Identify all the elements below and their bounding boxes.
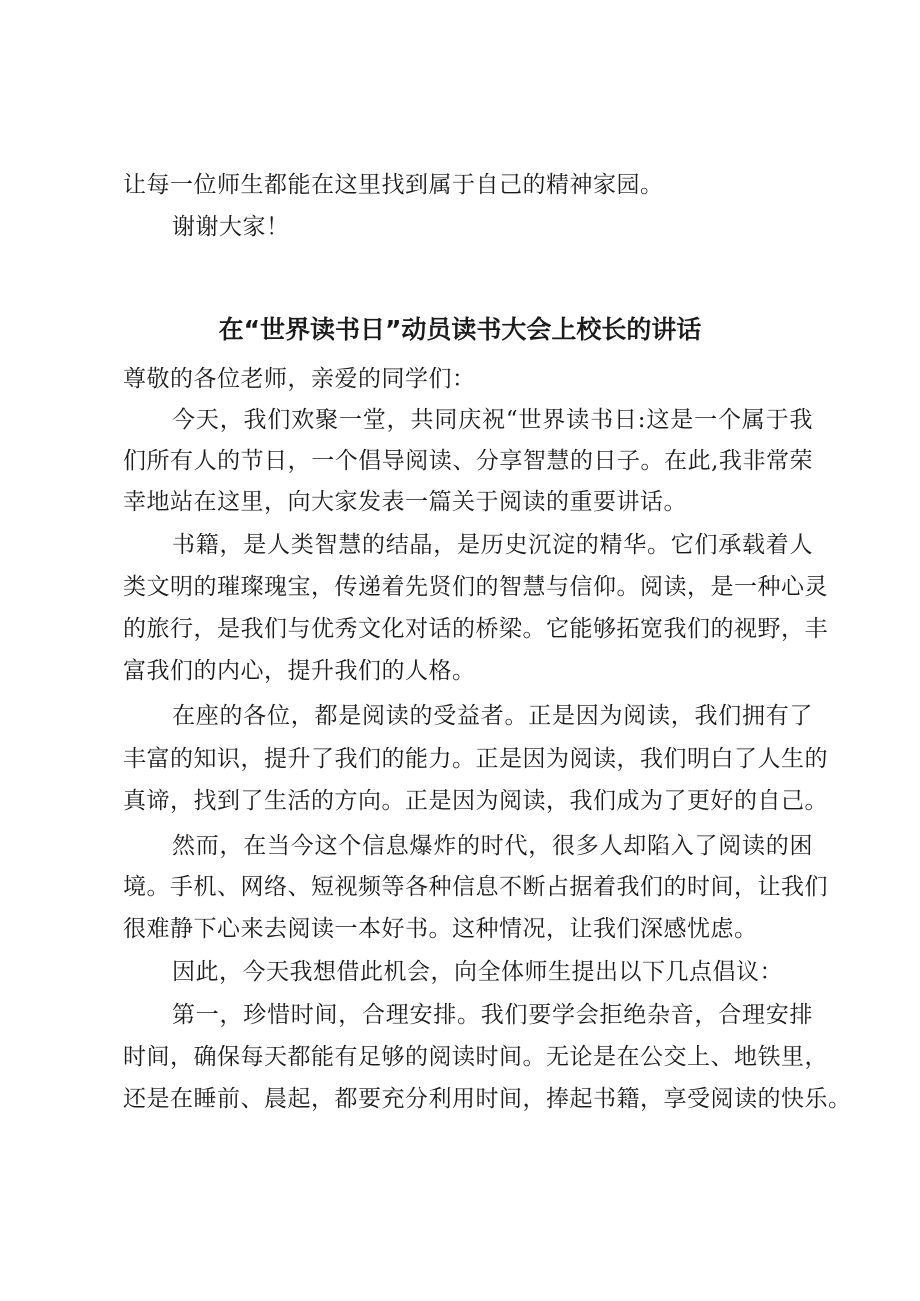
paragraph-line: 时间，确保每天都能有足够的阅读时间。无论是在公交上、地铁里， — [123, 1044, 828, 1070]
paragraph-line: 丰富的知识，提升了我们的能力。正是因为阅读，我们明白了人生的 — [123, 746, 828, 772]
paragraph-line: 的旅行，是我们与优秀文化对话的桥梁。它能够拓宽我们的视野，丰 — [123, 616, 828, 642]
paragraph-line: 因此，今天我想借此机会，向全体师生提出以下几点倡议： — [172, 959, 783, 985]
speech-greeting: 尊敬的各位老师，亲爱的同学们： — [123, 366, 476, 392]
paragraph-line: 境。手机、网络、短视频等各种信息不断占据着我们的时间，让我们 — [123, 874, 828, 900]
paragraph-line: 幸地站在这里，向大家发表一篇关于阅读的重要讲话。 — [123, 489, 687, 515]
paragraph-line: 富我们的内心，提升我们的人格。 — [123, 658, 476, 684]
paragraph-line: 类文明的璀璨瑰宝，传递着先贤们的智慧与信仰。阅读，是一种心灵 — [123, 574, 828, 600]
paragraph-line: 今天，我们欢聚一堂，共同庆祝“世界读书日:这是一个属于我 — [172, 407, 813, 433]
paragraph-line: 很难静下心来去阅读一本好书。这种情况，让我们深感忧虑。 — [123, 916, 758, 942]
paragraph-line: 们所有人的节日，一个倡导阅读、分享智慧的日子。在此,我非常荣 — [123, 448, 813, 474]
paragraph-line: 在座的各位，都是阅读的受益者。正是因为阅读，我们拥有了 — [172, 703, 813, 729]
speech-title: 在“世界读书日”动员读书大会上校长的讲话 — [218, 315, 702, 344]
paragraph-line: 然而，在当今这个信息爆炸的时代，很多人却陷入了阅读的困 — [172, 833, 813, 859]
paragraph-line: 还是在睡前、晨起，都要充分利用时间，捧起书籍，享受阅读的快乐。 — [123, 1086, 852, 1112]
previous-closing-line: 让每一位师生都能在这里找到属于自己的精神家园。 — [123, 172, 664, 198]
paragraph-line: 第一，珍惜时间，合理安排。我们要学会拒绝杂音，合理安排 — [172, 1002, 813, 1028]
paragraph-line: 书籍，是人类智慧的结晶，是历史沉淀的精华。它们承载着人 — [172, 532, 813, 558]
paragraph-line: 真谛，找到了生活的方向。正是因为阅读，我们成为了更好的自己。 — [123, 788, 828, 814]
previous-thanks: 谢谢大家！ — [172, 214, 290, 240]
